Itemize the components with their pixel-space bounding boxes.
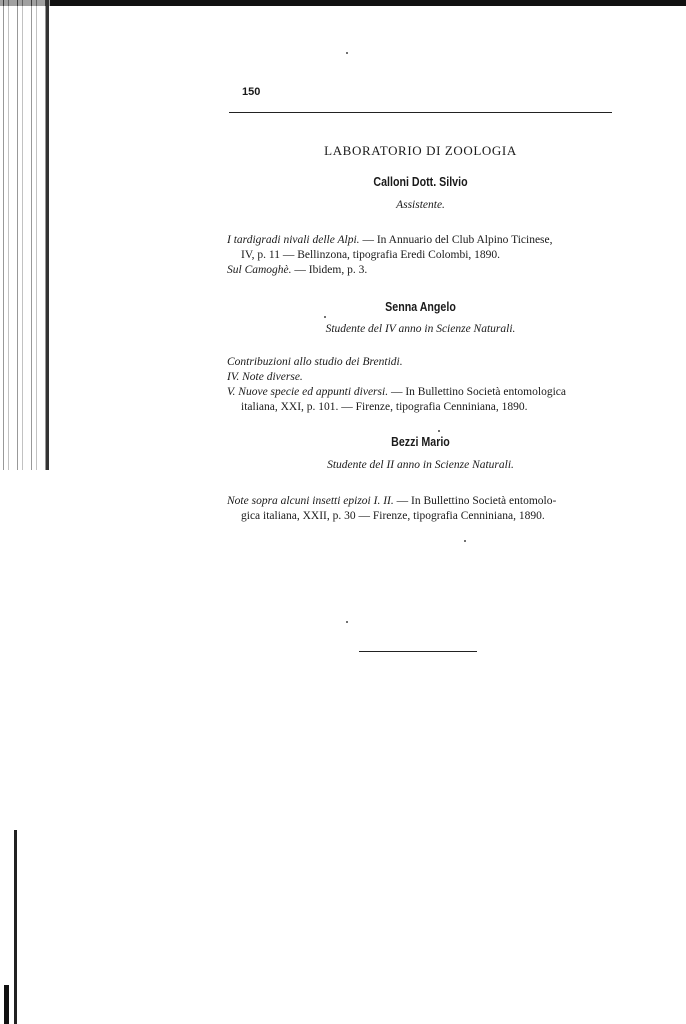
scan-binding-edge xyxy=(46,0,49,470)
section-title: LABORATORIO DI ZOOLOGIA xyxy=(324,143,517,158)
author-name: Calloni Dott. Silvio xyxy=(373,174,468,189)
scan-binding-mark-lower xyxy=(4,985,9,1024)
header-rule xyxy=(229,112,612,113)
publication-line xyxy=(227,385,617,400)
publication-title: I tardigradi nivali delle Alpi. xyxy=(227,234,360,246)
publication-details: — In Bullettino Società entomolo- xyxy=(393,495,557,507)
publication-line xyxy=(227,233,617,248)
publication-entry xyxy=(227,355,617,415)
author-role: Studente del IV anno in Scienze Naturali. xyxy=(325,323,516,335)
publication-title: Sul Camoghè. xyxy=(227,264,292,276)
scan-speck xyxy=(324,316,326,318)
publication-title: IV. Note diverse. xyxy=(227,371,303,383)
publication-entry xyxy=(227,494,617,524)
publication-title: V. Nuove specie ed appunti diversi. xyxy=(227,386,389,398)
author-name: Bezzi Mario xyxy=(391,434,450,449)
author-role: Studente del II anno in Scienze Naturali. xyxy=(327,459,514,471)
scan-binding-mark xyxy=(14,830,17,1024)
publication-details: — In Bullettino Società entomologica xyxy=(388,386,566,398)
publication-title: Note sopra alcuni insetti epizoi I. II. xyxy=(227,495,394,507)
closing-rule xyxy=(359,651,477,652)
scan-speck xyxy=(346,621,348,623)
scan-binding-shadow xyxy=(0,0,50,470)
page-number: 150 xyxy=(242,86,261,98)
author-role: Assistente. xyxy=(396,199,445,211)
scan-speck xyxy=(438,430,440,432)
scan-speck xyxy=(346,52,348,54)
publication-line: IV, p. 11 — Bellinzona, tipografia Eredi Colombi, 1890. xyxy=(241,249,501,261)
author-name: Senna Angelo xyxy=(385,299,456,314)
publication-title: Contribuzioni allo studio dei Brentidi. xyxy=(227,356,403,368)
publication-line: gica italiana, XXII, p. 30 — Firenze, tipografia Cenniniana, 1890. xyxy=(241,510,545,522)
publication-entry xyxy=(227,233,617,278)
publication-line xyxy=(227,494,617,509)
publication-details: — Ibidem, p. 3. xyxy=(291,264,368,276)
publication-line xyxy=(227,263,617,278)
publication-details: — In Annuario del Club Alpino Ticinese, xyxy=(359,234,553,246)
publication-line: italiana, XXI, p. 101. — Firenze, tipografia Cenniniana, 1890. xyxy=(241,401,528,413)
scan-top-edge xyxy=(0,0,686,6)
scan-speck xyxy=(464,540,466,542)
